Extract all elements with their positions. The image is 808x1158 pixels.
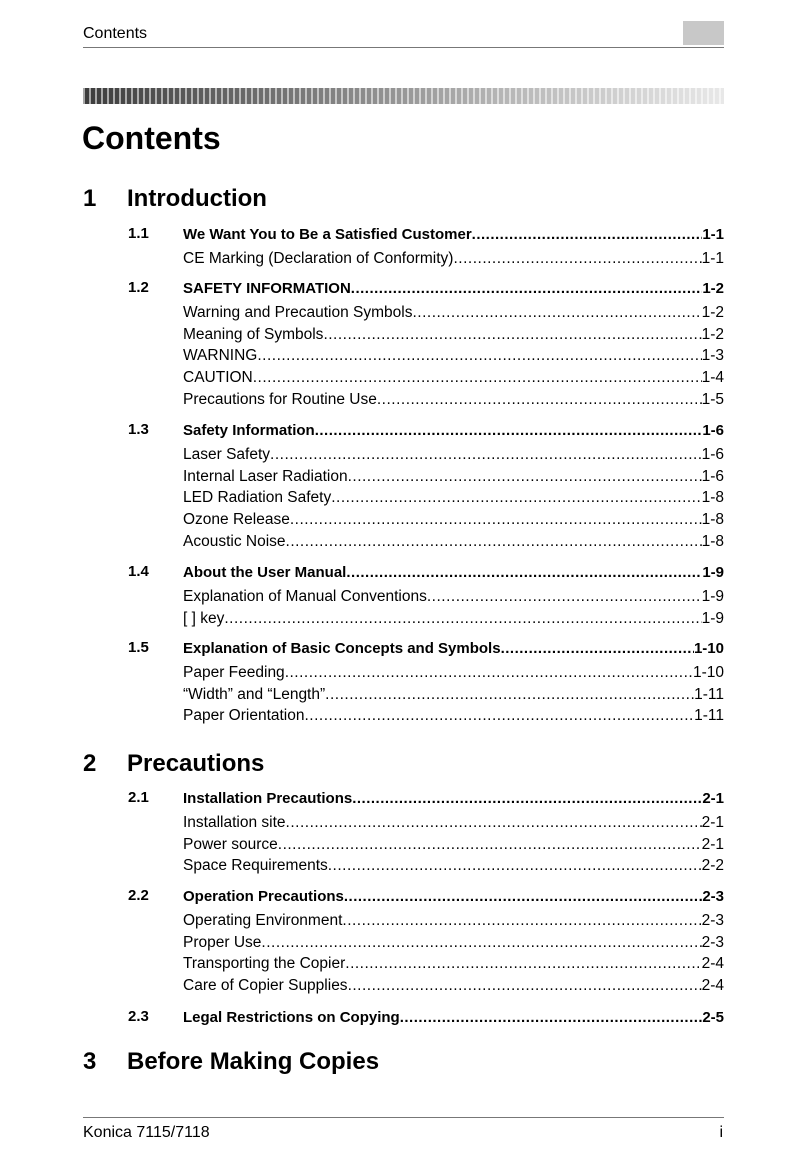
section-number: 2.1 [128,789,149,806]
section-number: 2.3 [128,1008,149,1025]
subsection-entry[interactable] [183,953,724,974]
subsection-entry-title: CAUTION [183,369,253,387]
subsection-entry[interactable] [183,705,724,726]
subsection-entry-title: Internal Laser Radiation [183,467,348,485]
dot-leader [305,705,695,726]
dot-leader [286,812,702,833]
subsection-entry-page: 1-6 [701,446,724,463]
dot-leader [328,855,702,876]
subsection-entry-page: 2-2 [701,857,724,875]
subsection-entry-page: 1-5 [701,390,724,408]
subsection-entry[interactable] [183,684,724,705]
subsection-entry-title: Power source [183,835,278,853]
subsection-entry-page: 1-2 [701,325,724,343]
subsection-entry-page: 1-11 [694,685,724,703]
dot-leader [501,638,694,659]
subsection-entry-page: 1-9 [701,609,724,627]
running-head: Contents [83,25,148,42]
subsection-entry-title: Installation site [183,814,286,831]
dot-leader [290,509,702,530]
subsection-entry-title: Meaning of Symbols [183,325,324,343]
dot-leader [286,531,702,552]
subsection-entry-title: Operating Environment [183,912,343,929]
dot-leader [253,367,702,388]
section-entry-page: 2-1 [702,789,724,807]
dot-leader [352,788,702,809]
dot-leader [278,834,702,855]
section-entry-title: SAFETY INFORMATION [183,279,351,297]
dot-leader [400,1007,703,1028]
chapter-number: 1 [83,185,97,212]
dot-leader [325,684,694,705]
chapter-heading[interactable] [83,749,724,779]
section-entry[interactable] [183,1007,724,1028]
dot-leader [348,466,702,487]
subsection-entry-title: Transporting the Copier [183,955,346,973]
subsection-entry[interactable] [183,834,724,855]
subsection-entry-page: 2-1 [701,835,724,853]
section-entry-page: 1-9 [702,563,724,581]
subsection-entry-title: “Width” and “Length” [183,685,326,703]
subsection-entry-page: 2-1 [701,814,724,831]
subsection-entry-title: Ozone Release [183,511,290,529]
subsection-entry[interactable] [183,531,724,552]
section-entry[interactable] [183,638,724,659]
subsection-entry-title: CE Marking (Declaration of Conformity) [183,250,454,267]
subsection-entry-page: 1-8 [701,489,724,507]
subsection-entry-page: 1-6 [701,467,724,485]
chapter-title: Before Making Copies [127,1048,380,1075]
subsection-entry[interactable] [183,389,724,410]
section-entry[interactable] [183,420,724,441]
subsection-entry-page: 1-1 [701,250,724,267]
section-number: 1.3 [128,421,149,438]
subsection-entry-page: 1-10 [692,664,724,681]
dot-leader [344,886,702,907]
chapter-number: 2 [83,750,97,777]
section-entry-title: Safety Information [183,421,315,439]
section-number: 1.1 [128,225,149,242]
subsection-entry-title: Proper Use [183,933,262,951]
subsection-entry-title: Paper Orientation [183,707,305,725]
subsection-entry-title: LED Radiation Safety [183,489,332,507]
subsection-entry[interactable] [183,509,724,530]
subsection-entry[interactable] [183,302,724,323]
page-title: Contents [82,120,221,156]
section-entry-page: 1-1 [702,225,724,243]
dot-leader [331,487,701,508]
subsection-entry-title: Space Requirements [183,857,328,875]
subsection-entry-page: 2-3 [701,933,724,951]
dot-leader [427,586,702,607]
subsection-entry-title: Care of Copier Supplies [183,977,348,995]
dot-leader [346,562,702,583]
subsection-entry-page: 1-11 [694,707,724,725]
subsection-entry-title: Acoustic Noise [183,532,286,550]
dot-leader [270,444,702,465]
dot-leader [345,953,701,974]
footer-product: Konica 7115/7118 [83,1124,210,1141]
subsection-entry[interactable] [183,975,724,996]
section-number: 2.2 [128,887,149,904]
section-entry-title: Legal Restrictions on Copying [183,1008,400,1026]
subsection-entry-title: WARNING [183,347,258,365]
dot-leader [342,910,701,931]
chapter-number: 3 [83,1048,97,1075]
dot-leader [323,324,701,345]
section-entry[interactable] [183,278,724,299]
section-entry-title: Explanation of Basic Concepts and Symbols [183,639,501,657]
section-entry-page: 2-3 [702,887,724,905]
subsection-entry-page: 1-3 [701,347,724,365]
subsection-entry[interactable] [183,910,724,931]
subsection-entry-title: Precautions for Routine Use [183,390,377,408]
subsection-entry-page: 2-4 [701,977,724,995]
subsection-entry-page: 1-9 [701,588,724,605]
section-entry[interactable] [183,562,724,583]
dot-leader [315,420,703,441]
dot-leader [348,975,702,996]
subsection-entry-title: Laser Safety [183,446,271,463]
subsection-entry-page: 1-2 [701,304,724,321]
subsection-entry[interactable] [183,324,724,345]
subsection-entry-title: Paper Feeding [183,664,285,681]
subsection-entry-page: 1-8 [701,532,724,550]
dot-leader [351,278,703,299]
dot-leader [453,248,701,269]
section-number: 1.2 [128,279,149,296]
section-entry[interactable] [183,224,724,245]
subsection-entry[interactable] [183,812,724,833]
dot-leader [377,389,702,410]
dot-leader [472,224,703,245]
dot-leader [224,608,701,629]
subsection-entry[interactable] [183,487,724,508]
section-entry-page: 1-10 [693,639,724,657]
footer-rule [83,1117,724,1118]
section-number: 1.5 [128,639,149,656]
section-number: 1.4 [128,563,149,580]
subsection-entry[interactable] [183,248,724,269]
subsection-entry-title: Warning and Precaution Symbols [183,304,413,321]
subsection-entry-title: [ ] key [183,609,225,627]
subsection-entry-page: 1-4 [701,369,724,387]
chapter-title: Introduction [127,185,267,212]
subsection-entry[interactable] [183,444,724,465]
chapter-title: Precautions [127,750,265,777]
subsection-entry[interactable] [183,608,724,629]
subsection-entry-title: Explanation of Manual Conventions [183,588,427,605]
subsection-entry[interactable] [183,367,724,388]
dot-leader [261,932,701,953]
subsection-entry-page: 2-3 [701,912,724,929]
subsection-entry[interactable] [183,586,724,607]
section-entry-page: 1-2 [702,279,724,297]
chapter-heading[interactable] [83,184,724,214]
section-entry-page: 1-6 [702,421,724,439]
section-entry-page: 2-5 [702,1008,724,1026]
subsection-entry[interactable] [183,855,724,876]
section-entry-title: Operation Precautions [183,887,344,905]
section-entry-title: We Want You to Be a Satisfied Customer [183,225,472,243]
subsection-entry[interactable] [183,345,724,366]
section-entry[interactable] [183,886,724,907]
dot-leader [257,345,701,366]
dot-leader [285,662,693,683]
section-entry[interactable] [183,788,724,809]
footer-page-number: i [719,1124,723,1141]
subsection-entry[interactable] [183,932,724,953]
section-entry-title: Installation Precautions [183,789,353,807]
dot-leader [412,302,701,323]
section-entry-title: About the User Manual [183,563,347,581]
subsection-entry[interactable] [183,662,724,683]
subsection-entry-page: 1-8 [701,511,724,529]
chapter-heading[interactable] [83,1047,724,1077]
subsection-entry-page: 2-4 [701,955,724,973]
subsection-entry[interactable] [183,466,724,487]
